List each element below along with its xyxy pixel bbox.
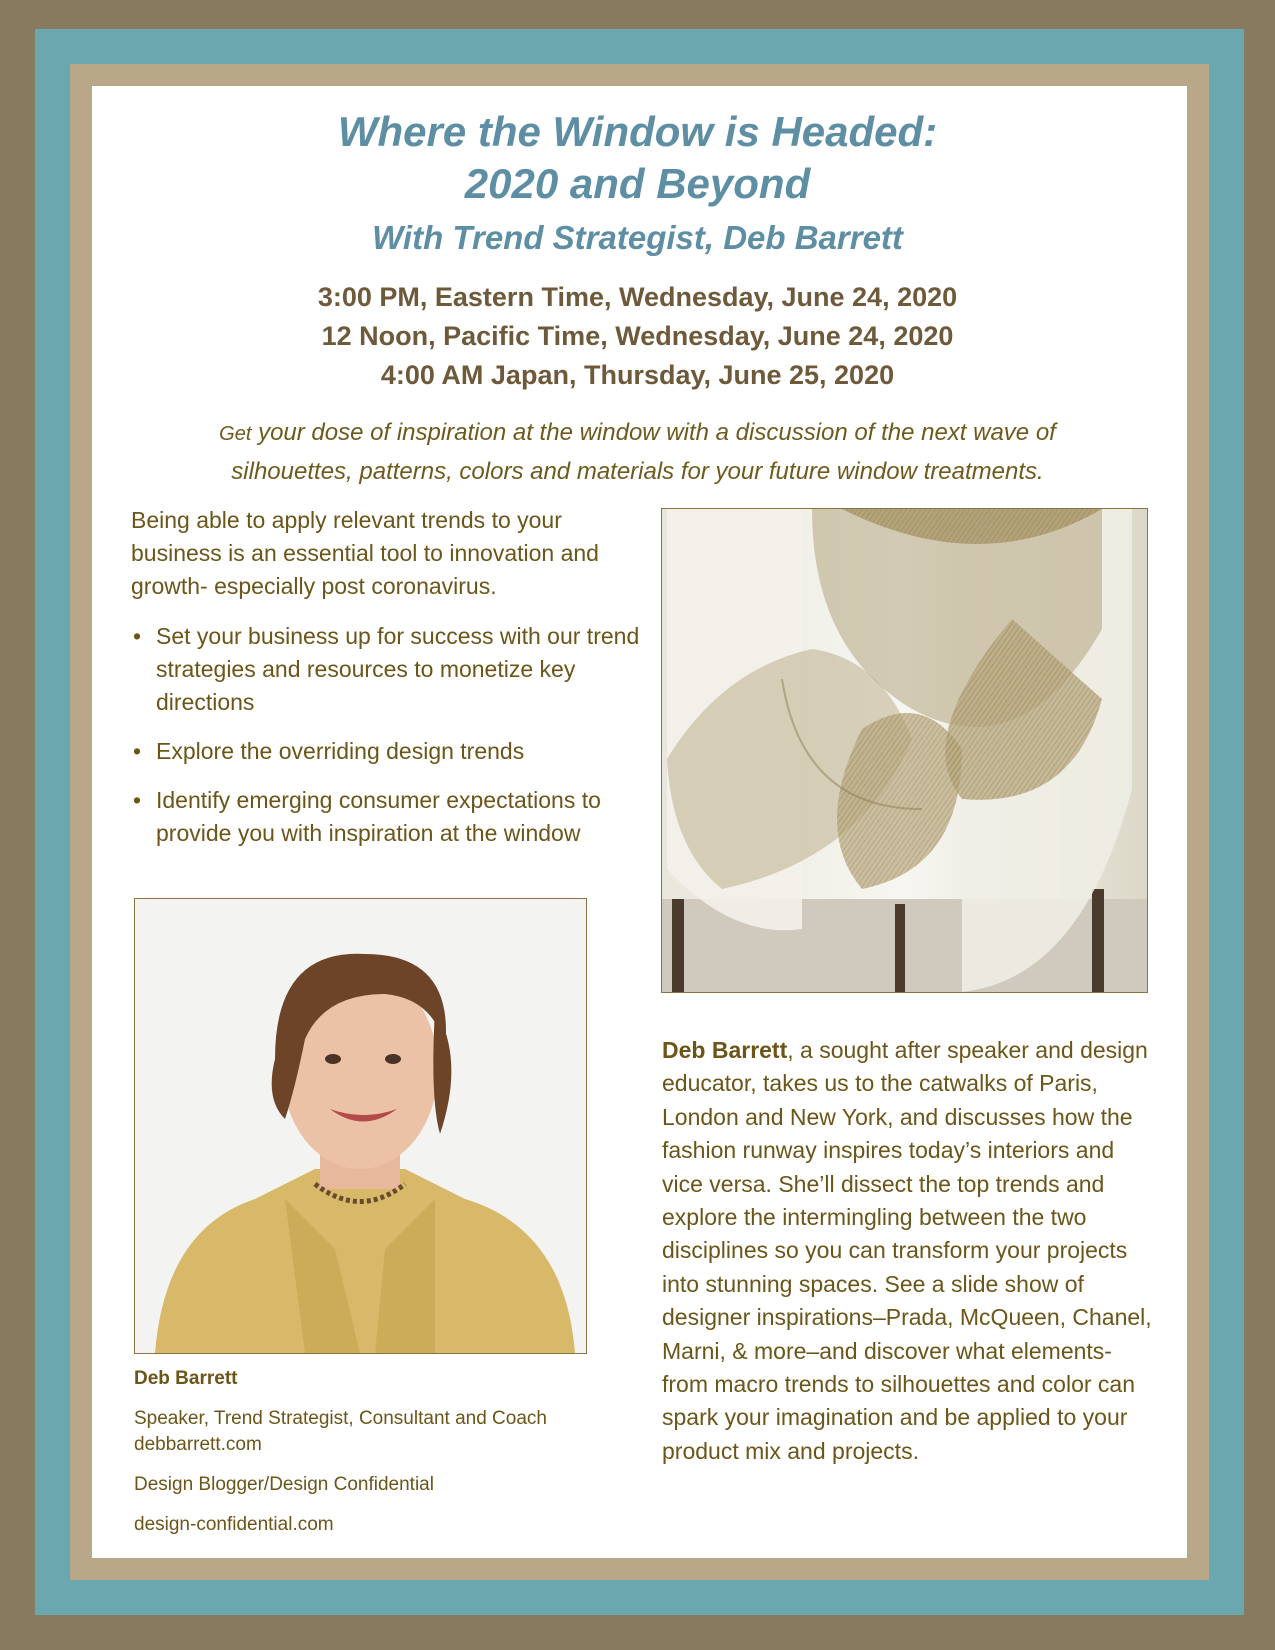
list-item: • Explore the overriding design trends bbox=[131, 735, 641, 768]
time-japan: 4:00 AM Japan, Thursday, June 25, 2020 bbox=[380, 360, 895, 390]
title-line-1: Where the Window is Headed: bbox=[337, 108, 938, 155]
speaker-website-link[interactable]: debbarrett.com bbox=[134, 1434, 262, 1455]
blog-website-link[interactable]: design-confidential.com bbox=[134, 1514, 334, 1535]
tagline-line-2: silhouettes, patterns, colors and materials for your future window treatments. bbox=[231, 458, 1044, 485]
speaker-role: Speaker, Trend Strategist, Consultant and Coach bbox=[134, 1408, 547, 1429]
bullet-icon: • bbox=[133, 738, 142, 764]
time-eastern: 3:00 PM, Eastern Time, Wednesday, June 24, 2020 bbox=[317, 282, 958, 312]
speaker-portrait-photo bbox=[134, 898, 587, 1354]
tagline-line-1: your dose of inspiration at the window with a discussion of the next wave of bbox=[258, 419, 1056, 446]
intro-paragraph: Being able to apply relevant trends to your business is an essential tool to innovation and growth- especially post coronavirus. bbox=[131, 507, 599, 599]
tagline bbox=[140, 414, 1135, 491]
time-pacific: 12 Noon, Pacific Time, Wednesday, June 24, 2020 bbox=[321, 321, 954, 351]
bullet-icon: • bbox=[133, 623, 142, 649]
speaker-portrait-illustration bbox=[135, 899, 586, 1353]
event-times bbox=[0, 278, 1275, 395]
speaker-name: Deb Barrett bbox=[134, 1368, 238, 1389]
speaker-bio bbox=[662, 1034, 1152, 1468]
subtitle: With Trend Strategist, Deb Barrett bbox=[372, 219, 903, 256]
bio-speaker-name: Deb Barrett bbox=[662, 1037, 788, 1063]
window-treatment-photo bbox=[661, 508, 1148, 993]
tagline-lead: Get bbox=[219, 423, 252, 445]
speaker-blog: Design Blogger/Design Confidential bbox=[134, 1474, 434, 1495]
list-item: • Identify emerging consumer expectations to provide you with inspiration at the window bbox=[131, 784, 641, 850]
title-line-2: 2020 and Beyond bbox=[464, 160, 811, 207]
bio-text: , a sought after speaker and design educator, takes us to the catwalks of Paris, London and New York, and discusses how the fashion runway inspires today’s interiors and vice versa. She’ll dissect the top trends and explore the intermingling between the two disciplines so you can transform your projects into stunning spaces. See a slide show of designer inspirations–Prada, McQueen, Chanel, Marni, & more–and discover what elements- from macro trends to silhouettes and color can spark your imagination and be applied to your product mix and projects. bbox=[662, 1037, 1152, 1464]
list-item: • Set your business up for success with our trend strategies and resources to monetize key directions bbox=[131, 620, 641, 719]
benefits-list bbox=[131, 620, 641, 866]
portrait-caption bbox=[134, 1366, 604, 1538]
window-treatment-illustration bbox=[662, 509, 1147, 992]
bullet-icon: • bbox=[133, 787, 142, 813]
